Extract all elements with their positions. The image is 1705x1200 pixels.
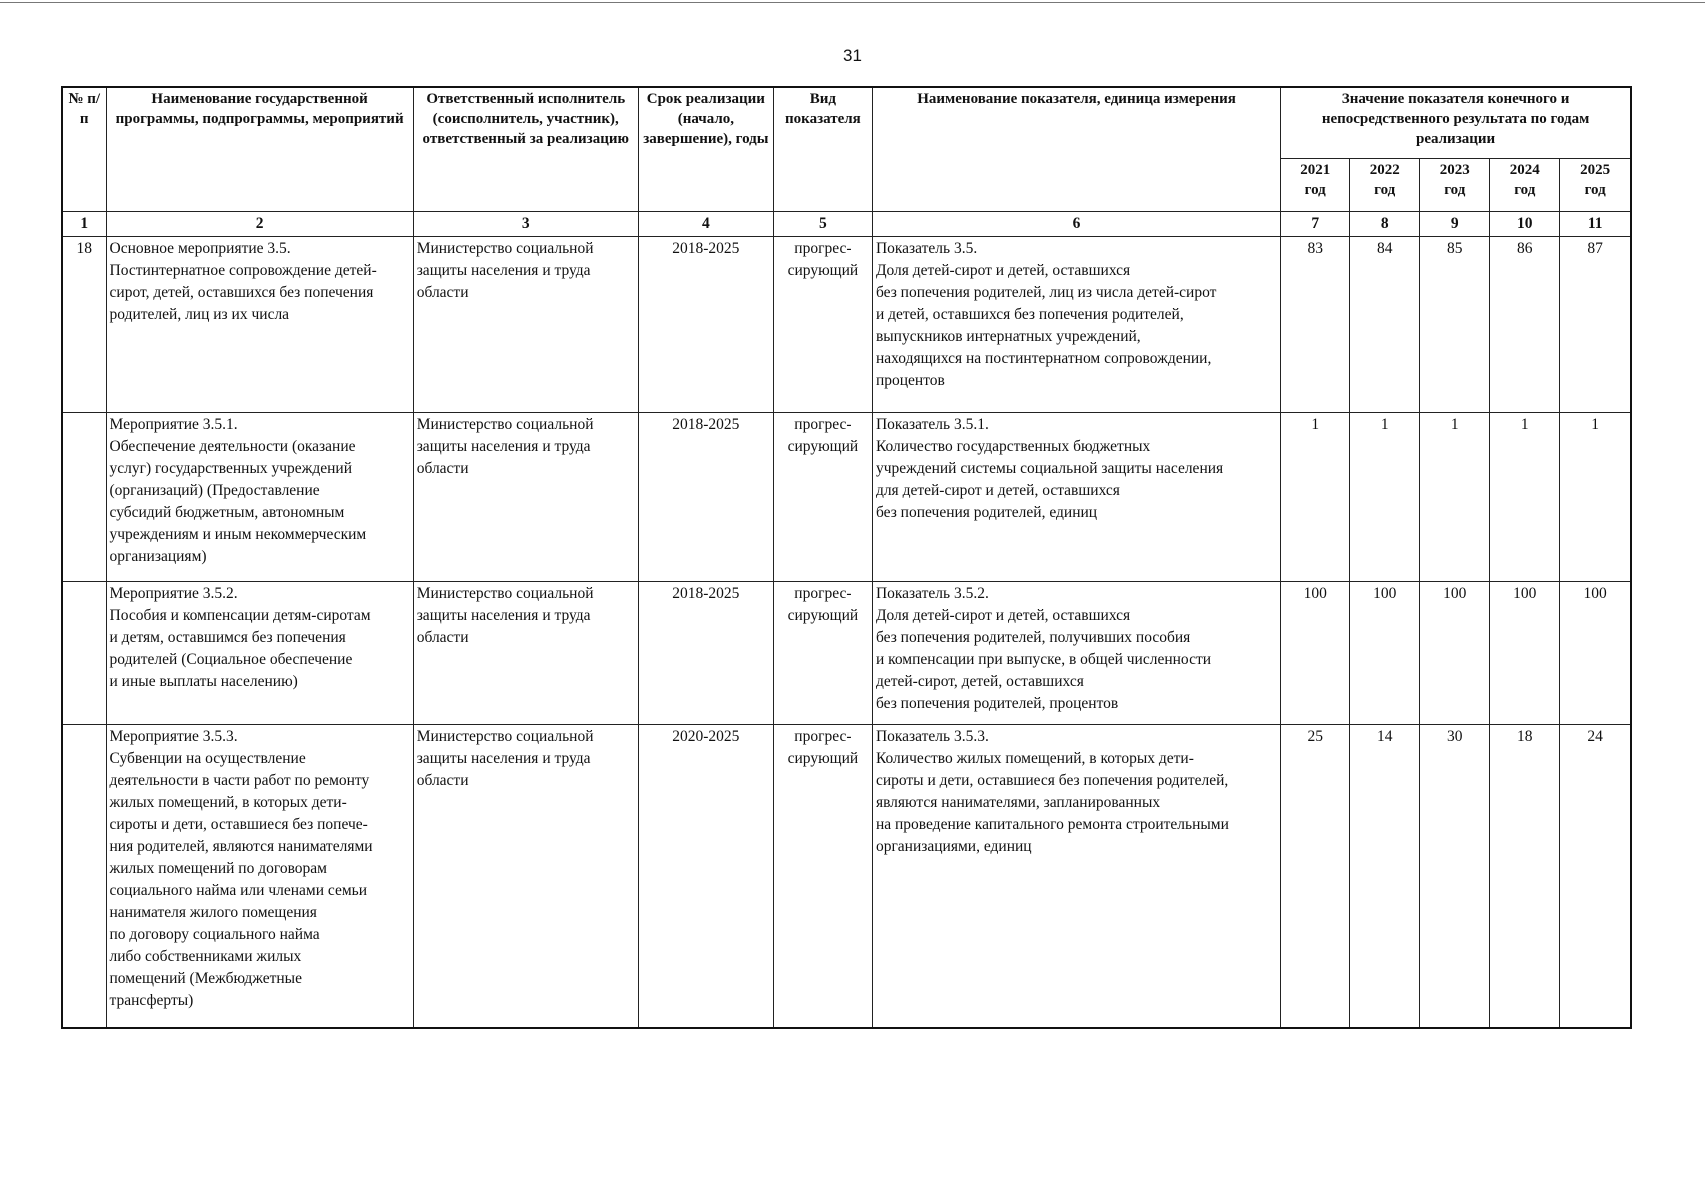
column-number: 2 [106,212,413,237]
value-2021: 100 [1281,582,1350,725]
header-type: Вид показателя [773,87,872,212]
header-year-2024: 2024 год [1490,159,1560,212]
implementation-period: 2018-2025 [638,237,773,413]
column-number: 10 [1490,212,1560,237]
row-number: 18 [62,237,106,413]
value-2025: 87 [1560,237,1631,413]
header-no: № п/п [62,87,106,212]
measure-name: Мероприятие 3.5.2. Пособия и компенсации детям-сиротам и детям, оставшимся без попечения родителей (Социальное обеспечение и иные выплаты населению) [106,582,413,725]
value-2021: 25 [1281,725,1350,1029]
table-row [62,413,1631,582]
header-period: Срок реализации (начало, завершение), годы [638,87,773,212]
indicator-type: прогрес- сирующий [773,582,872,725]
value-2024: 18 [1490,725,1560,1029]
measure-name: Мероприятие 3.5.1. Обеспечение деятельности (оказание услуг) государственных учреждений (организаций) (Предоставление субсидий бюджетным, автономным учреждениям и иным некоммерческим организациям) [106,413,413,582]
row-number [62,413,106,582]
value-2023: 85 [1420,237,1490,413]
value-2022: 1 [1350,413,1420,582]
measure-name: Основное мероприятие 3.5. Постинтернатное сопровождение детей- сирот, детей, оставшихся без попечения родителей, лиц из их числа [106,237,413,413]
top-rule [0,2,1705,3]
header-name: Наименование государственной программы, подпрограммы, мероприятий [106,87,413,212]
value-2025: 1 [1560,413,1631,582]
page-number: 31 [843,46,862,65]
row-number [62,725,106,1029]
header-indicator: Наименование показателя, единица измерения [872,87,1280,212]
value-2022: 14 [1350,725,1420,1029]
value-2025: 24 [1560,725,1631,1029]
column-number: 8 [1350,212,1420,237]
header-values-group: Значение показателя конечного и непосредственного результата по годам реализации [1281,87,1631,159]
indicator-type: прогрес- сирующий [773,725,872,1029]
indicator-name: Показатель 3.5.2. Доля детей-сирот и детей, оставшихся без попечения родителей, получивших пособия и компенсации при выпуске, в общей численности детей-сирот, детей, оставшихся без попечения родителей, процентов [872,582,1280,725]
table-row [62,237,1631,413]
indicator-name: Показатель 3.5. Доля детей-сирот и детей, оставшихся без попечения родителей, лиц из числа детей-сирот и детей, оставшихся без попечения родителей, выпускников интернатных учреждений, находящихся на постинтернатном сопровождении, процентов [872,237,1280,413]
header-year-2022: 2022 год [1350,159,1420,212]
value-2023: 30 [1420,725,1490,1029]
program-table [61,86,1632,1029]
value-2024: 1 [1490,413,1560,582]
header-year-2021: 2021 год [1281,159,1350,212]
header-year-2023: 2023 год [1420,159,1490,212]
table-row [62,725,1631,1029]
indicator-name: Показатель 3.5.3. Количество жилых помещений, в которых дети- сироты и дети, оставшиеся без попечения родителей, являются нанимателями, запланированных на проведение капитального ремонта строительными организациями, единиц [872,725,1280,1029]
value-2021: 83 [1281,237,1350,413]
value-2022: 84 [1350,237,1420,413]
implementation-period: 2020-2025 [638,725,773,1029]
column-number: 1 [62,212,106,237]
column-number: 11 [1560,212,1631,237]
value-2025: 100 [1560,582,1631,725]
row-number [62,582,106,725]
value-2024: 86 [1490,237,1560,413]
value-2024: 100 [1490,582,1560,725]
responsible-executor: Министерство социальной защиты населения и труда области [413,237,638,413]
column-number: 9 [1420,212,1490,237]
responsible-executor: Министерство социальной защиты населения и труда области [413,725,638,1029]
column-number: 5 [773,212,872,237]
responsible-executor: Министерство социальной защиты населения и труда области [413,582,638,725]
value-2023: 1 [1420,413,1490,582]
implementation-period: 2018-2025 [638,582,773,725]
column-number: 4 [638,212,773,237]
table-row [62,582,1631,725]
responsible-executor: Министерство социальной защиты населения и труда области [413,413,638,582]
value-2021: 1 [1281,413,1350,582]
indicator-name: Показатель 3.5.1. Количество государственных бюджетных учреждений системы социальной защиты населения для детей-сирот и детей, оставшихся без попечения родителей, единиц [872,413,1280,582]
implementation-period: 2018-2025 [638,413,773,582]
value-2023: 100 [1420,582,1490,725]
header-year-2025: 2025 год [1560,159,1631,212]
column-number: 7 [1281,212,1350,237]
column-number: 3 [413,212,638,237]
indicator-type: прогрес- сирующий [773,413,872,582]
column-number: 6 [872,212,1280,237]
header-executor: Ответственный исполнитель (соисполнитель, участник), ответственный за реализацию [413,87,638,212]
indicator-type: прогрес- сирующий [773,237,872,413]
measure-name: Мероприятие 3.5.3. Субвенции на осуществление деятельности в части работ по ремонту жилых помещений, в которых дети- сироты и дети, оставшиеся без попече- ния родителей, являются нанимателями жилых помещений по договорам социального найма или членами семьи нанимателя жилого помещения по договору социального найма либо собственниками жилых помещений (Межбюджетные трансферты) [106,725,413,1029]
value-2022: 100 [1350,582,1420,725]
